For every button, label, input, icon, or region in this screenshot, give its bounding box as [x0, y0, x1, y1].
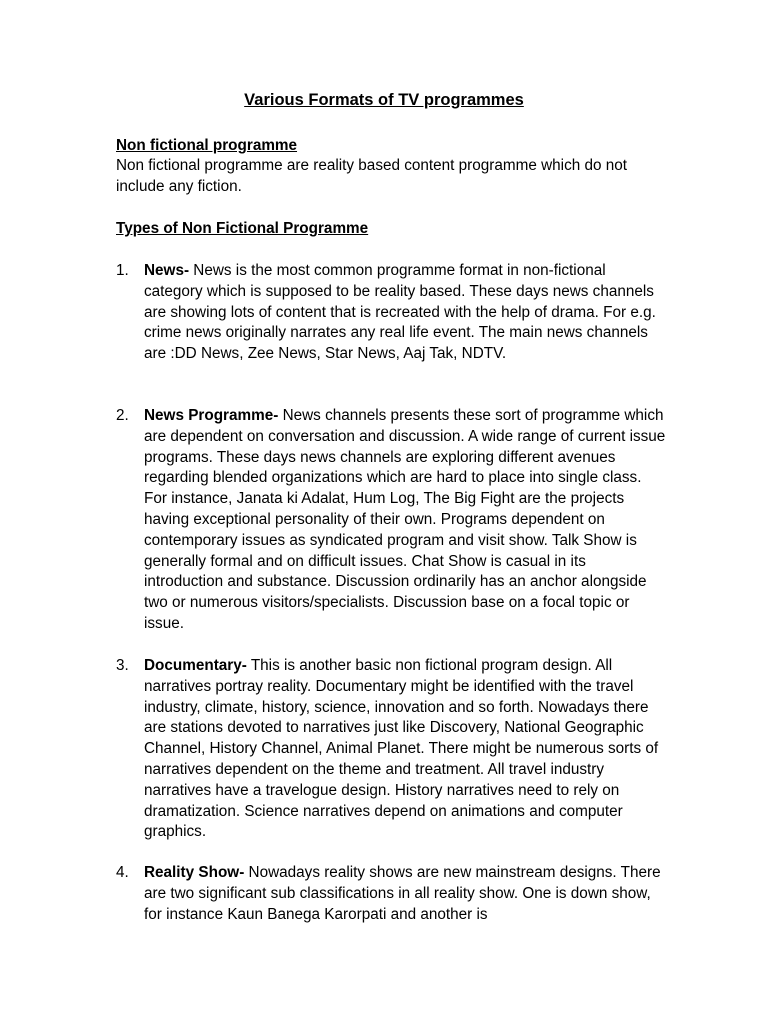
page-title: Various Formats of TV programmes: [244, 91, 524, 109]
list-item-text: Nowadays reality shows are new mainstream designs. There are two significant sub classifications in all reality show. One is down show, for instance Kaun Banega Karorpati and another is: [144, 864, 661, 923]
list-item-body: [144, 863, 666, 925]
list-item-documentary: [116, 656, 676, 843]
list-item-reality-show: [116, 863, 676, 925]
list-item-news-programme: [116, 406, 676, 635]
section-definition-paragraph: Non fictional programme are reality based content programme which do not include any fiction.: [116, 157, 628, 195]
list-item-body: [144, 656, 666, 843]
list-item-text: News channels presents these sort of programme which are dependent on conversation and discussion. A wide range of current issue programs. These days news channels are exploring different avenues regarding blended organizations which are hard to place into single class. For instance, Janata ki Adalat, Hum Log, The Big Fight are the projects having exceptional personality of their own. Programs dependent on contemporary issues as syndicated program and visit show. Talk Show is generally formal and on difficult issues. Chat Show is casual in its introduction and substance. Discussion ordinarily has an anchor alongside two or numerous visitors/specialists. Discussion base on a focal topic or issue.: [144, 407, 666, 632]
list-item-news: [116, 261, 676, 365]
list-item-text: News is the most common programme format in non-fictional category which is supposed to be reality based. These days news channels are showing lots of content that is recreated with the help of drama. For e.g. crime news originally narrates any real life event. The main news channels are :DD News, Zee News, Star News, Aaj Tak, NDTV.: [144, 262, 656, 363]
section-heading-non-fictional: Non fictional programme: [116, 137, 298, 154]
list-item-number: 2.: [116, 407, 129, 424]
list-item-term: News Programme-: [144, 407, 279, 424]
list-item-term: Documentary-: [144, 657, 247, 674]
list-item-number: 4.: [116, 864, 129, 881]
list-item-term: Reality Show-: [144, 864, 245, 881]
list-item-text: This is another basic non fictional program design. All narratives portray reality. Documentary might be identified with the travel industry, climate, history, science, innovation and so forth. Nowadays there are stations devoted to narratives just like Discovery, National Geographic Channel, History Channel, Animal Planet. There might be numerous sorts of narratives dependent on the theme and treatment. All travel industry narratives have a travelogue design. History narratives need to rely on dramatization. Science narratives depend on animations and computer graphics.: [144, 657, 659, 841]
list-item-number: 3.: [116, 657, 129, 674]
list-item-body: [144, 406, 666, 635]
list-item-body: [144, 261, 666, 365]
list-item-term: News-: [144, 262, 190, 279]
list-item-number: 1.: [116, 262, 129, 279]
section-heading-types: Types of Non Fictional Programme: [116, 220, 369, 237]
